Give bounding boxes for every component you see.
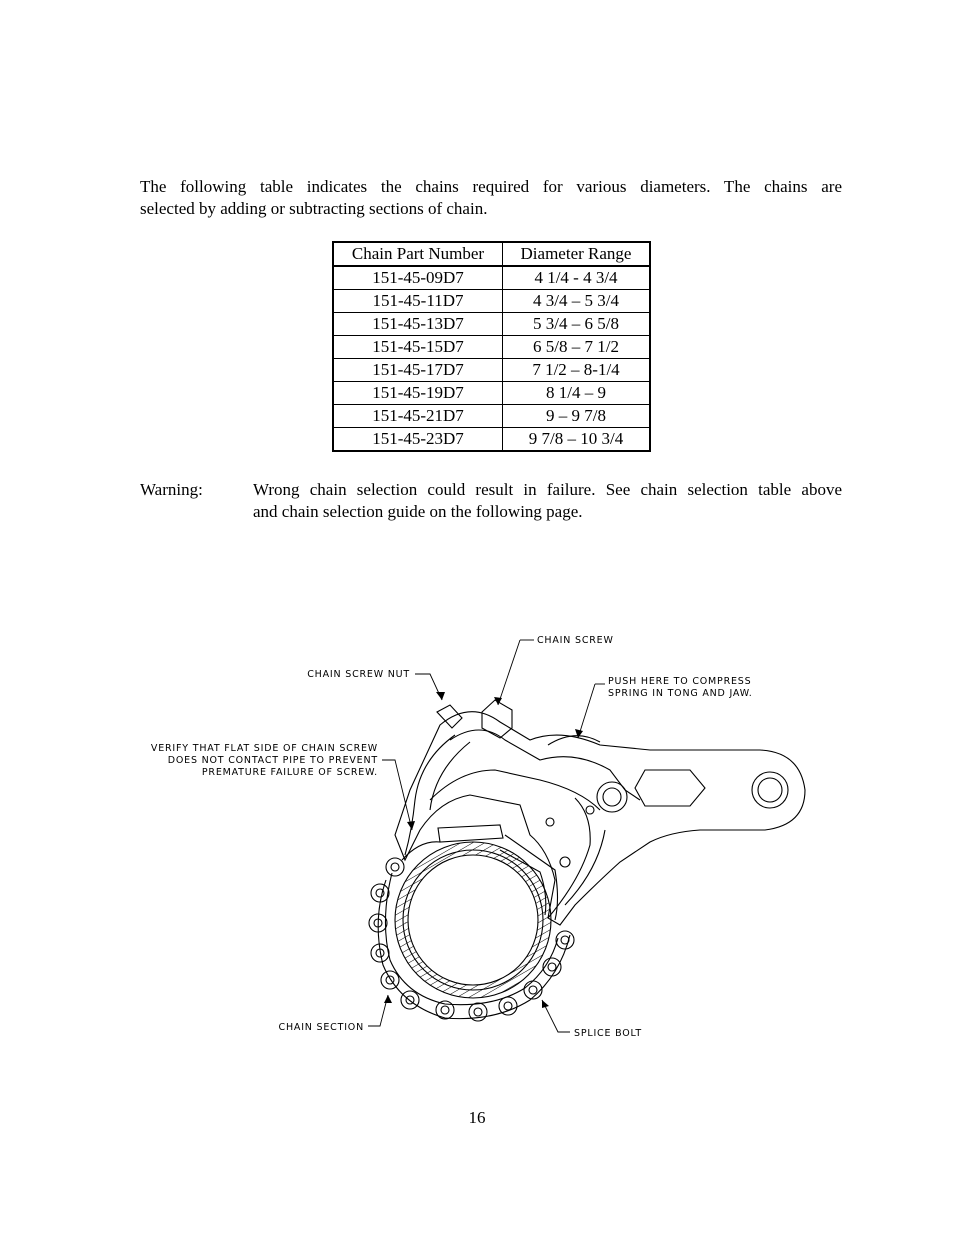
table-row [333, 382, 650, 405]
intro-line-2: selected by adding or subtracting sections of chain. [140, 199, 488, 218]
tong-body-inner [450, 730, 640, 800]
label-splice-bolt: SPLICE BOLT [574, 1028, 642, 1039]
table-row [333, 359, 650, 382]
diameter-range-cell: 8 1/4 – 9 [503, 382, 651, 405]
header-diameter-range: Diameter Range [503, 242, 651, 266]
label-verify-1: VERIFY THAT FLAT SIDE OF CHAIN SCREW [150, 743, 378, 754]
handle-hole [752, 772, 788, 808]
header-chain-part-number: Chain Part Number [333, 242, 503, 266]
page-number: 16 [468, 1108, 486, 1127]
part-number-cell: 151-45-19D7 [333, 382, 503, 405]
table-row [333, 266, 650, 290]
warning-line-1: Wrong chain selection could result in failure. See chain selection table above [253, 480, 842, 499]
diameter-range-cell: 9 – 9 7/8 [503, 405, 651, 428]
diameter-range-cell: 9 7/8 – 10 3/4 [503, 428, 651, 452]
table-row [333, 405, 650, 428]
chain-selection-table [332, 241, 651, 452]
table-header-row [333, 242, 650, 266]
warning-line-2: and chain selection guide on the following page. [253, 502, 583, 521]
part-number-cell: 151-45-09D7 [333, 266, 503, 290]
warning-text [253, 479, 842, 523]
table-row [333, 290, 650, 313]
label-verify-2: DOES NOT CONTACT PIPE TO PREVENT [167, 755, 378, 766]
diameter-range-cell: 4 3/4 – 5 3/4 [503, 290, 651, 313]
tong-chain-diagram [140, 625, 820, 1045]
table-row [333, 313, 650, 336]
diameter-range-cell: 4 1/4 - 4 3/4 [503, 266, 651, 290]
warning-label: Warning: [140, 480, 203, 499]
table-row [333, 336, 650, 359]
label-push-here-2: SPRING IN TONG AND JAW. [608, 688, 753, 699]
intro-paragraph [140, 176, 842, 220]
part-number-cell: 151-45-21D7 [333, 405, 503, 428]
pipe-inner [408, 855, 538, 985]
diameter-range-cell: 7 1/2 – 8-1/4 [503, 359, 651, 382]
pivot-bolt [597, 782, 627, 812]
handle-slot [635, 770, 705, 806]
diameter-range-cell: 5 3/4 – 6 5/8 [503, 313, 651, 336]
intro-line-1: The following table indicates the chains required for various diameters. The chains are [140, 177, 842, 196]
label-chain-screw-nut: CHAIN SCREW NUT [307, 669, 410, 680]
part-number-cell: 151-45-23D7 [333, 428, 503, 452]
part-number-cell: 151-45-15D7 [333, 336, 503, 359]
table-row [333, 428, 650, 452]
label-chain-section: CHAIN SECTION [278, 1022, 364, 1033]
label-push-here-1: PUSH HERE TO COMPRESS [608, 676, 752, 687]
diameter-range-cell: 6 5/8 – 7 1/2 [503, 336, 651, 359]
part-number-cell: 151-45-13D7 [333, 313, 503, 336]
label-chain-screw: CHAIN SCREW [537, 635, 614, 646]
label-verify-3: PREMATURE FAILURE OF SCREW. [201, 767, 378, 778]
chain-screw [482, 700, 512, 738]
part-number-cell: 151-45-11D7 [333, 290, 503, 313]
part-number-cell: 151-45-17D7 [333, 359, 503, 382]
jaw-insert [438, 825, 503, 842]
